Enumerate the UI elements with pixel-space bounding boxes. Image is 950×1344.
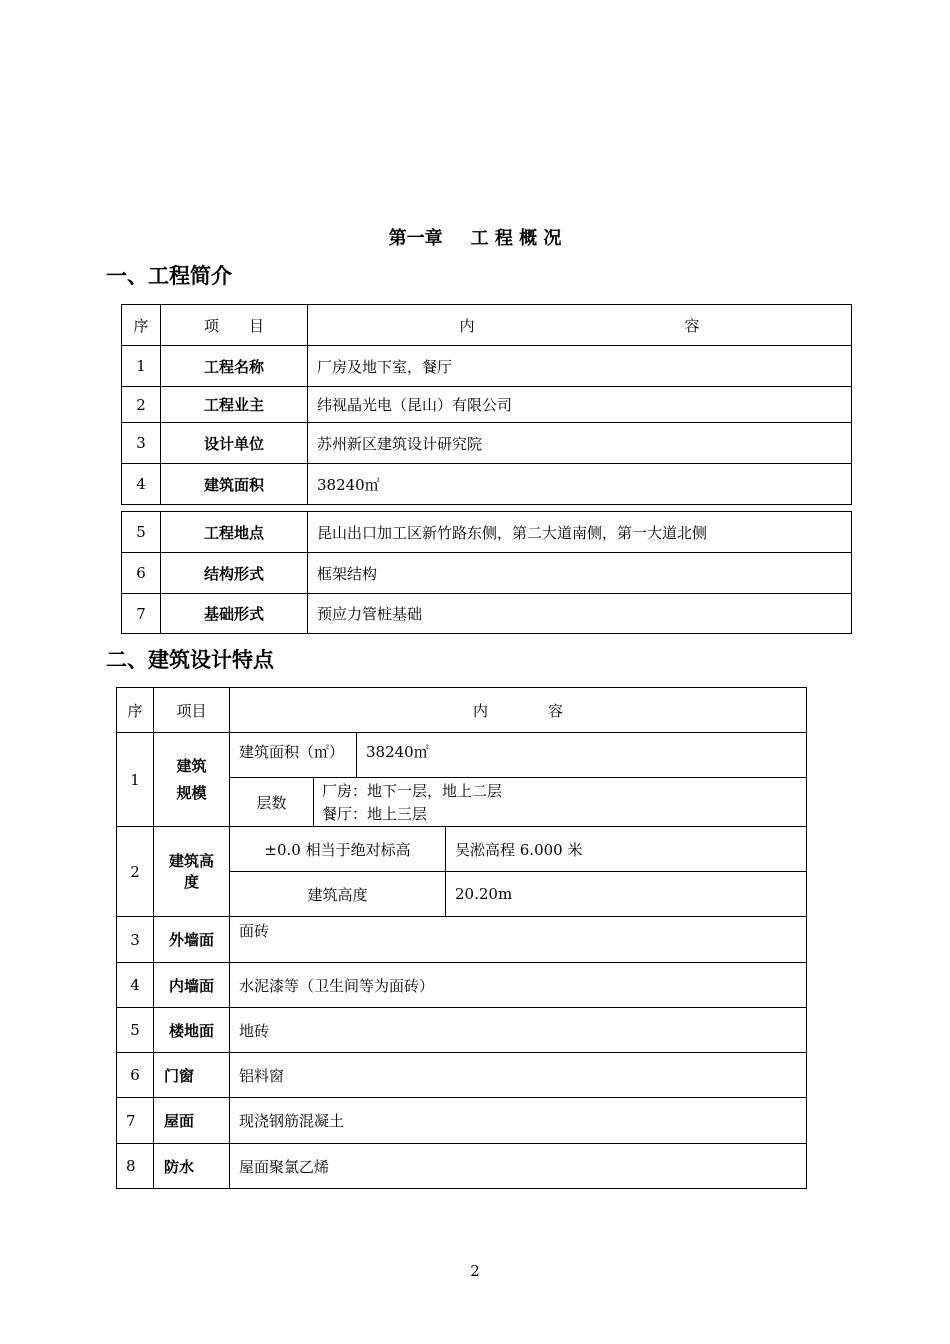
row-seq: 1	[122, 346, 161, 387]
header-item: 项目	[154, 688, 230, 733]
height-value: 20.20m	[446, 872, 807, 917]
row-value: 昆山出口加工区新竹路东侧，第二大道南侧，第一大道北侧	[308, 512, 852, 553]
header-seq: 序	[117, 688, 154, 733]
area-label: 建筑面积（㎡）	[230, 733, 357, 778]
section2-title: 二、建筑设计特点	[106, 648, 274, 672]
table-row	[117, 827, 807, 872]
row-item: 外墙面	[154, 917, 230, 963]
row-seq: 7	[117, 1098, 154, 1144]
row-value: 框架结构	[308, 553, 852, 594]
row-item: 建筑面积	[161, 464, 308, 505]
row-value: 苏州新区建筑设计研究院	[308, 423, 852, 464]
row-item: 防水	[154, 1144, 230, 1189]
floors-value	[314, 778, 807, 827]
row-seq: 4	[117, 963, 154, 1008]
row-seq: 3	[122, 423, 161, 464]
row-item-line1: 建筑高	[168, 851, 214, 870]
table-row	[117, 1008, 807, 1053]
elevation-label: ±0.0 相当于绝对标高	[230, 827, 446, 872]
row-value: 屋面聚氯乙烯	[230, 1144, 807, 1189]
page-number: 2	[470, 1262, 480, 1280]
design-features-table	[116, 687, 807, 1189]
row-value: 面砖	[230, 917, 807, 963]
area-value: 38240㎡	[357, 733, 807, 778]
section1-title: 一、工程简介	[106, 264, 232, 288]
table-header-row	[122, 305, 852, 346]
row-seq: 1	[117, 733, 154, 827]
table-row	[117, 963, 807, 1008]
row-item: 工程地点	[161, 512, 308, 553]
height-label: 建筑高度	[230, 872, 446, 917]
table-row	[117, 1053, 807, 1098]
header-item: 项 目	[161, 305, 308, 346]
header-content: 内 容	[308, 305, 852, 346]
row-seq: 5	[117, 1008, 154, 1053]
row-seq: 6	[117, 1053, 154, 1098]
row-item-line1: 建筑	[176, 756, 207, 775]
table-row	[117, 1144, 807, 1189]
row-item: 工程业主	[161, 387, 308, 423]
table-row	[122, 346, 852, 387]
table-row	[122, 594, 852, 634]
row-value: 预应力管桩基础	[308, 594, 852, 634]
header-content: 内 容	[230, 688, 807, 733]
floors-label: 层数	[230, 778, 314, 827]
row-seq: 2	[122, 387, 161, 423]
header-seq: 序	[122, 305, 161, 346]
floors-line1: 厂房：地下一层，地上二层	[322, 782, 503, 800]
floors-line2: 餐厅：地上三层	[322, 805, 428, 823]
row-item: 设计单位	[161, 423, 308, 464]
table-header-row	[117, 688, 807, 733]
row-item: 内墙面	[154, 963, 230, 1008]
row-value: 地砖	[230, 1008, 807, 1053]
table-spacer-row	[122, 505, 852, 512]
row-seq: 6	[122, 553, 161, 594]
row-item	[154, 827, 230, 917]
row-seq: 5	[122, 512, 161, 553]
table-row	[122, 464, 852, 505]
row-item: 基础形式	[161, 594, 308, 634]
row-value: 纬视晶光电（昆山）有限公司	[308, 387, 852, 423]
project-overview-table	[121, 304, 852, 634]
row-item-line2: 规模	[176, 783, 207, 802]
row-value: 38240㎡	[308, 464, 852, 505]
table-row	[122, 423, 852, 464]
row-item-line2: 度	[183, 872, 199, 891]
table-row	[122, 387, 852, 423]
row-seq: 7	[122, 594, 161, 634]
chapter-heading	[0, 224, 950, 250]
row-seq: 4	[122, 464, 161, 505]
row-value: 水泥漆等（卫生间等为面砖）	[230, 963, 807, 1008]
elevation-value: 吴淞高程 6.000 米	[446, 827, 807, 872]
row-item: 门窗	[154, 1053, 230, 1098]
table-row	[117, 1098, 807, 1144]
row-value: 现浇钢筋混凝土	[230, 1098, 807, 1144]
table-row	[117, 917, 807, 963]
row-item: 屋面	[154, 1098, 230, 1144]
row-seq: 8	[117, 1144, 154, 1189]
chapter-number: 第一章	[388, 228, 443, 249]
row-seq: 2	[117, 827, 154, 917]
row-item: 楼地面	[154, 1008, 230, 1053]
table-row	[117, 733, 807, 778]
row-item: 结构形式	[161, 553, 308, 594]
table-row	[122, 553, 852, 594]
row-value: 厂房及地下室，餐厅	[308, 346, 852, 387]
row-value: 铝料窗	[230, 1053, 807, 1098]
row-item: 工程名称	[161, 346, 308, 387]
chapter-title: 工 程 概 况	[470, 228, 562, 249]
row-seq: 3	[117, 917, 154, 963]
table-row	[122, 512, 852, 553]
row-item	[154, 733, 230, 827]
